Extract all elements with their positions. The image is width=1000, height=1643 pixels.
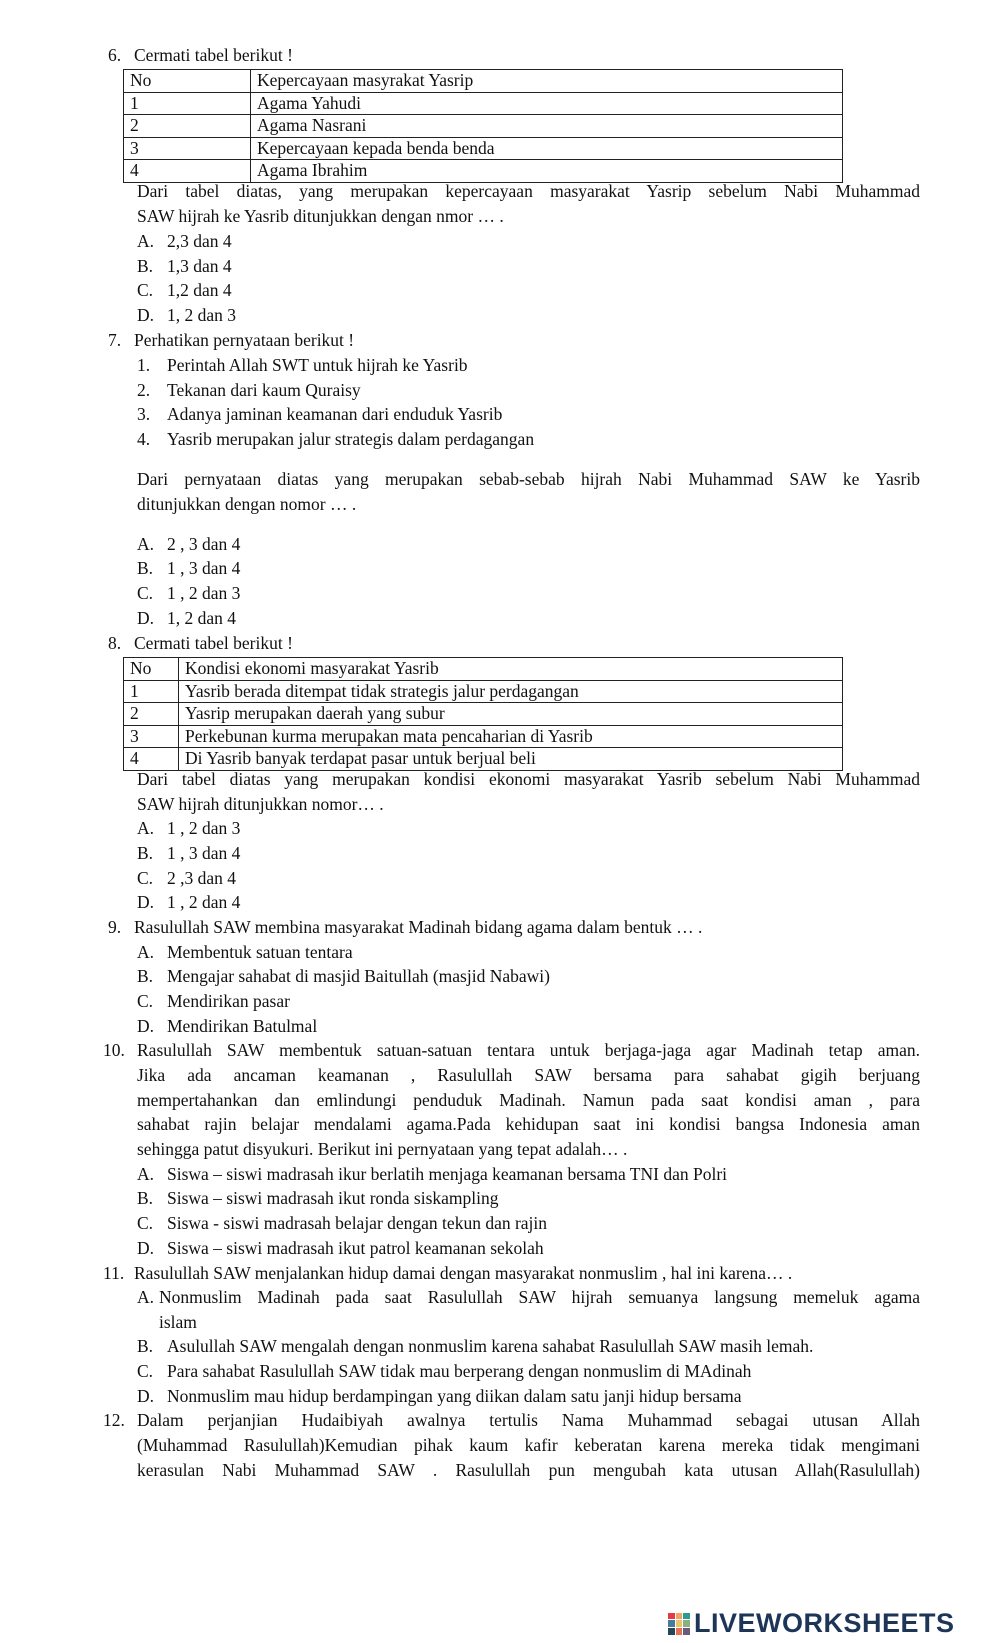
q8-table xyxy=(123,657,843,771)
option-text: 1, 2 dan 3 xyxy=(167,305,237,325)
statement-number: 1. xyxy=(137,355,151,375)
q7-prompt-line: Dari pernyataan diatas yang merupakan sebab-sebab hijrah Nabi Muhammad SAW ke Yasrib xyxy=(137,469,920,489)
table-cell: Di Yasrib banyak terdapat pasar untuk berjual beli xyxy=(179,748,843,771)
option-letter: C. xyxy=(137,280,154,300)
table-row xyxy=(124,703,843,726)
option-text: 1,2 dan 4 xyxy=(167,280,232,300)
answer-option[interactable] xyxy=(137,818,240,839)
answer-option[interactable] xyxy=(137,942,353,963)
question-number: 6. xyxy=(108,45,122,65)
table-cell: 1 xyxy=(124,680,179,703)
table-header-cell: No xyxy=(124,70,251,93)
table-header-row xyxy=(124,70,843,93)
statement-number: 2. xyxy=(137,380,151,400)
option-letter: D. xyxy=(137,1016,155,1036)
option-text: Para sahabat Rasulullah SAW tidak mau berperang dengan nonmuslim di MAdinah xyxy=(167,1361,752,1381)
logo-square xyxy=(683,1628,690,1635)
option-text: 1 , 2 dan 3 xyxy=(167,583,241,603)
question-9 xyxy=(108,917,920,938)
option-letter: A. xyxy=(137,942,155,962)
table-row xyxy=(124,160,843,183)
option-text: 1,3 dan 4 xyxy=(167,256,232,276)
q12-text-line: (Muhammad Rasulullah)Kemudian pihak kaum kafir keberatan karena mereka tidak mengimani xyxy=(137,1435,920,1455)
table-cell: Agama Ibrahim xyxy=(251,160,843,183)
q8-prompt-line: Dari tabel diatas yang merupakan kondisi ekonomi masyarakat Yasrib sebelum Nabi Muhammad xyxy=(137,769,920,789)
table-header-cell: No xyxy=(124,658,179,681)
table-row xyxy=(124,115,843,138)
answer-option[interactable] xyxy=(137,558,240,579)
table-cell: 3 xyxy=(124,137,251,160)
option-letter: B. xyxy=(137,558,154,578)
option-text: Siswa - siswi madrasah belajar dengan tekun dan rajin xyxy=(167,1213,548,1233)
option-text: Siswa – siswi madrasah ikut ronda siskampling xyxy=(167,1188,499,1208)
option-letter: C. xyxy=(137,868,154,888)
option-text: Mendirikan pasar xyxy=(167,991,290,1011)
answer-option[interactable] xyxy=(137,966,550,987)
logo-square xyxy=(683,1620,690,1627)
answer-option[interactable] xyxy=(137,843,240,864)
statement-text: Tekanan dari kaum Quraisy xyxy=(167,380,361,400)
option-letter: D. xyxy=(137,1386,155,1406)
answer-option[interactable] xyxy=(137,583,240,604)
question-title: Rasulullah SAW membina masyarakat Madinah bidang agama dalam bentuk … . xyxy=(134,917,703,937)
statement-item xyxy=(137,380,361,401)
table-row xyxy=(124,137,843,160)
option-text: 2,3 dan 4 xyxy=(167,231,232,251)
q12-text-line: Dalam perjanjian Hudaibiyah awalnya tertulis Nama Muhammad sebagai utusan Allah xyxy=(137,1410,920,1430)
answer-option[interactable] xyxy=(137,231,232,252)
answer-option[interactable] xyxy=(137,256,232,277)
answer-option[interactable] xyxy=(137,1016,317,1037)
statement-text: Adanya jaminan keamanan dari enduduk Yasrib xyxy=(167,404,503,424)
table-header-cell: Kepercayaan masyrakat Yasrip xyxy=(251,70,843,93)
option-text: islam xyxy=(159,1312,197,1332)
statement-text: Perintah Allah SWT untuk hijrah ke Yasrib xyxy=(167,355,468,375)
option-letter: C. xyxy=(137,1361,154,1381)
q10-text-line: Rasulullah SAW membentuk satuan-satuan tentara untuk berjaga-jaga agar Madinah tetap aman. xyxy=(137,1040,920,1060)
option-letter: D. xyxy=(137,305,155,325)
answer-option[interactable] xyxy=(137,534,240,555)
table-cell: Kepercayaan kepada benda benda xyxy=(251,137,843,160)
answer-option[interactable] xyxy=(137,305,236,326)
statement-text: Yasrib merupakan jalur strategis dalam perdagangan xyxy=(167,429,535,449)
table-cell: 1 xyxy=(124,92,251,115)
table-row xyxy=(124,92,843,115)
q10-text-line: sahabat rajin belajar mendalami agama.Pada kehidupan saat ini kondisi bangsa Indonesia aman xyxy=(137,1114,920,1134)
option-letter: C. xyxy=(137,1213,154,1233)
q8-prompt-line: SAW hijrah ditunjukkan nomor… . xyxy=(137,794,384,814)
question-number: 12. xyxy=(103,1410,125,1430)
statement-item xyxy=(137,429,534,450)
option-letter: A. xyxy=(137,1164,155,1184)
answer-option[interactable] xyxy=(137,1238,544,1259)
table-cell: Agama Nasrani xyxy=(251,115,843,138)
table-row xyxy=(124,725,843,748)
question-title: Cermati tabel berikut ! xyxy=(134,633,293,653)
answer-option[interactable] xyxy=(137,1386,741,1407)
option-text: 1 , 3 dan 4 xyxy=(167,843,241,863)
logo-square xyxy=(676,1620,683,1627)
question-title: Cermati tabel berikut ! xyxy=(134,45,293,65)
q10-text-line: mempertahankan dan emlindungi penduduk Madinah. Namun pada saat kondisi aman , para xyxy=(137,1090,920,1110)
answer-option[interactable] xyxy=(137,1188,499,1209)
liveworksheets-logo[interactable] xyxy=(668,1608,955,1639)
statement-item xyxy=(137,404,502,425)
option-letter: D. xyxy=(137,892,155,912)
liveworksheets-logo-icon xyxy=(668,1613,690,1635)
table-cell: Yasrip merupakan daerah yang subur xyxy=(179,703,843,726)
option-letter: B. xyxy=(137,843,154,863)
option-letter: A. xyxy=(137,1287,155,1307)
table-cell: 4 xyxy=(124,160,251,183)
option-text: 2 ,3 dan 4 xyxy=(167,868,237,888)
option-text: 1 , 2 dan 3 xyxy=(167,818,241,838)
option-text: 2 , 3 dan 4 xyxy=(167,534,241,554)
q12-text-line: kerasulan Nabi Muhammad SAW . Rasulullah pun mengubah kata utusan Allah(Rasulullah) xyxy=(137,1460,920,1480)
statement-number: 3. xyxy=(137,404,151,424)
option-letter: C. xyxy=(137,583,154,603)
table-cell: 4 xyxy=(124,748,179,771)
question-number: 8. xyxy=(108,633,122,653)
option-letter: D. xyxy=(137,1238,155,1258)
question-number: 10. xyxy=(103,1040,125,1060)
option-text: Membentuk satuan tentara xyxy=(167,942,353,962)
table-cell: 2 xyxy=(124,115,251,138)
question-title: Perhatikan pernyataan berikut ! xyxy=(134,330,355,350)
table-row xyxy=(124,748,843,771)
logo-square xyxy=(668,1620,675,1627)
answer-option[interactable] xyxy=(137,1164,727,1185)
logo-square xyxy=(683,1613,690,1620)
q6-prompt-line: SAW hijrah ke Yasrib ditunjukkan dengan nmor … . xyxy=(137,206,504,226)
table-row xyxy=(124,680,843,703)
q10-text-line: sehingga patut disyukuri. Berikut ini pernyataan yang tepat adalah… . xyxy=(137,1139,628,1159)
answer-option[interactable] xyxy=(137,868,236,889)
option-text: 1 , 2 dan 4 xyxy=(167,892,241,912)
answer-option[interactable] xyxy=(137,280,232,301)
option-letter: A. xyxy=(137,818,155,838)
answer-option[interactable] xyxy=(137,1336,813,1357)
option-letter: B. xyxy=(137,256,154,276)
question-11 xyxy=(103,1263,915,1284)
option-letter: B. xyxy=(137,1336,154,1356)
q6-prompt-line: Dari tabel diatas, yang merupakan kepercayaan masyarakat Yasrip sebelum Nabi Muhammad xyxy=(137,181,920,201)
option-text: Nonmuslim mau hidup berdampingan yang diikan dalam satu janji hidup bersama xyxy=(167,1386,742,1406)
option-letter: B. xyxy=(137,966,154,986)
option-letter: A. xyxy=(137,534,155,554)
table-cell: Yasrib berada ditempat tidak strategis jalur perdagangan xyxy=(179,680,843,703)
question-6 xyxy=(108,45,920,66)
answer-option[interactable] xyxy=(137,1213,547,1234)
question-number: 9. xyxy=(108,917,122,937)
option-text: Mengajar sahabat di masjid Baitullah (masjid Nabawi) xyxy=(167,966,550,986)
answer-option[interactable] xyxy=(137,1361,751,1382)
question-8 xyxy=(108,633,920,654)
option-text: Siswa – siswi madrasah ikur berlatih menjaga keamanan bersama TNI dan Polri xyxy=(167,1164,728,1184)
option-text: Nonmuslim Madinah pada saat Rasulullah SAW hijrah semuanya langsung memeluk agama xyxy=(159,1287,920,1307)
question-7 xyxy=(108,330,920,351)
option-letter: C. xyxy=(137,991,154,1011)
question-number: 11. xyxy=(103,1263,125,1283)
q7-prompt-line: ditunjukkan dengan nomor … . xyxy=(137,494,357,514)
answer-option[interactable] xyxy=(137,608,236,629)
option-text: 1, 2 dan 4 xyxy=(167,608,237,628)
logo-square xyxy=(668,1613,675,1620)
table-cell: Agama Yahudi xyxy=(251,92,843,115)
q10-text-line: Jika ada ancaman keamanan , Rasulullah SAW bersama para sahabat gigih berjuang xyxy=(137,1065,920,1085)
logo-square xyxy=(676,1628,683,1635)
option-text: Siswa – siswi madrasah ikut patrol keamanan sekolah xyxy=(167,1238,544,1258)
option-text: Asulullah SAW mengalah dengan nonmuslim karena sahabat Rasulullah SAW masih lemah. xyxy=(167,1336,814,1356)
question-title: Rasulullah SAW menjalankan hidup damai dengan masyarakat nonmuslim , hal ini karena… . xyxy=(134,1263,793,1283)
answer-option[interactable] xyxy=(137,892,240,913)
statement-item xyxy=(137,355,468,376)
table-header-cell: Kondisi ekonomi masyarakat Yasrib xyxy=(179,658,843,681)
table-cell: 3 xyxy=(124,725,179,748)
option-text: Mendirikan Batulmal xyxy=(167,1016,318,1036)
table-header-row xyxy=(124,658,843,681)
answer-option[interactable] xyxy=(137,991,290,1012)
question-number: 7. xyxy=(108,330,122,350)
logo-square xyxy=(668,1628,675,1635)
option-letter: D. xyxy=(137,608,155,628)
statement-number: 4. xyxy=(137,429,151,449)
option-letter: A. xyxy=(137,231,155,251)
table-cell: Perkebunan kurma merupakan mata pencaharian di Yasrib xyxy=(179,725,843,748)
brand-name: LIVEWORKSHEETS xyxy=(694,1608,955,1638)
logo-square xyxy=(676,1613,683,1620)
table-cell: 2 xyxy=(124,703,179,726)
option-letter: B. xyxy=(137,1188,154,1208)
q6-table xyxy=(123,69,843,183)
option-text: 1 , 3 dan 4 xyxy=(167,558,241,578)
